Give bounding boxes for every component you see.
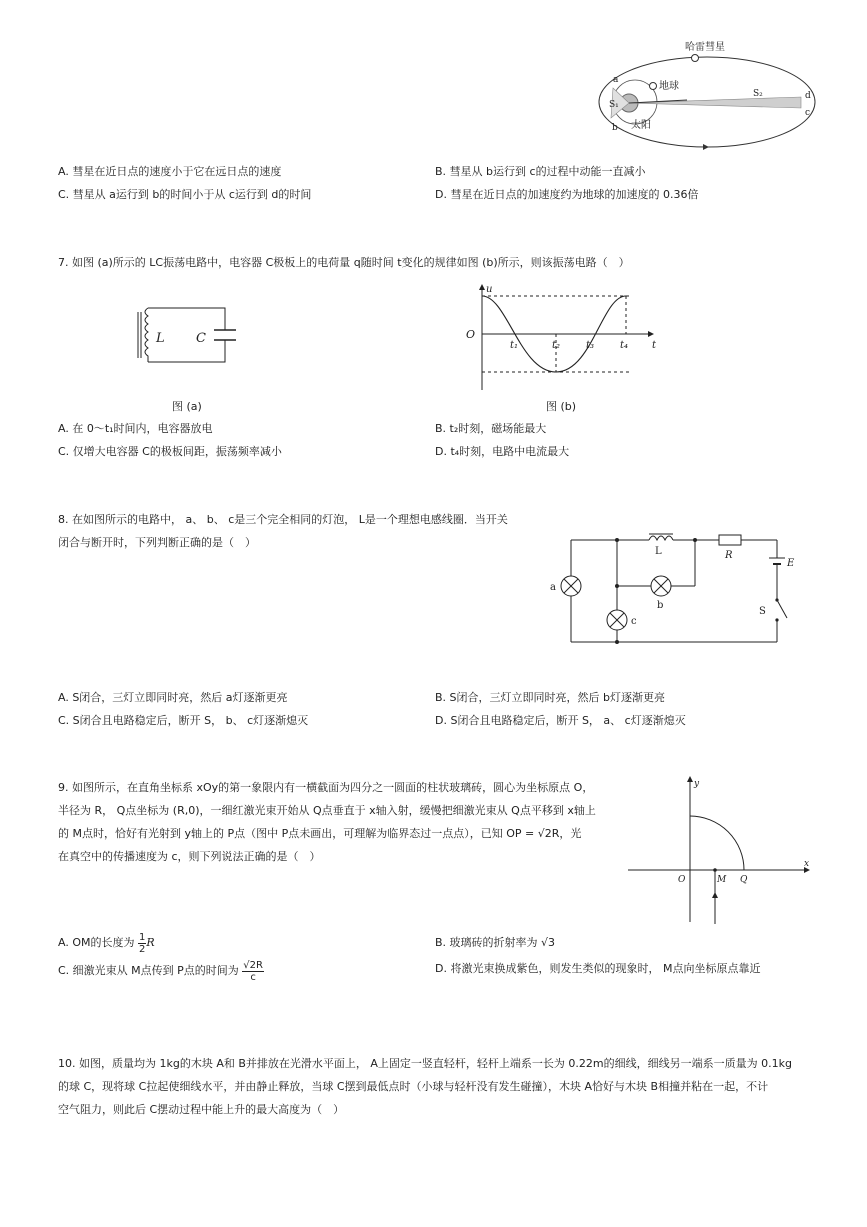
inductor-l-label: L — [156, 331, 165, 346]
q6-option-a[interactable]: A. 彗星在近日点的速度小于它在远日点的速度 — [58, 165, 282, 178]
q8-option-b[interactable]: B. S闭合，三灯立即同时亮，然后 b灯逐渐更亮 — [435, 691, 665, 704]
q8-stem-line1: 8. 在如图所示的电路中， a、 b、 c是三个完全相同的灯泡， L是一个理想电感线圈．当开关 — [58, 513, 508, 526]
q9-option-a[interactable] — [58, 930, 155, 958]
lamp-c-label: c — [631, 616, 637, 627]
origin-o-label: O — [678, 875, 686, 885]
battery-label: E — [787, 558, 795, 569]
graph-t2-label: t₂ — [552, 340, 561, 351]
q9-option-c-text: C. 细激光束从 M点传到 P点的时间为 — [58, 964, 239, 977]
sun-label: 太阳 — [631, 120, 651, 131]
s2-label: S₂ — [753, 89, 763, 99]
q9-stem-line1: 9. 如图所示，在直角坐标系 xOy的第一象限内有一横截面为四分之一圆面的柱状玻璃砖，圆心为坐标原点 O， — [58, 781, 594, 794]
q7-option-b[interactable]: B. t₂时刻，磁场能最大 — [435, 422, 547, 435]
q9-option-a-text: A. OM的长度为 — [58, 936, 135, 949]
s1-label: S₁ — [609, 100, 619, 110]
switch-label: S — [759, 606, 766, 617]
graph-origin-label: O — [466, 328, 476, 341]
q8-circuit-diagram — [545, 528, 805, 648]
q7-option-c[interactable]: C. 仅增大电容器 C的极板间距，振荡频率减小 — [58, 445, 282, 458]
q9-stem-line4: 在真空中的传播速度为 c，则下列说法正确的是（ ） — [58, 850, 321, 863]
q9-stem-line3: 的 M点时，恰好有光射到 y轴上的 P点（图中 P点未画出，可理解为临界态过一点点），已知 OP = √2R，光 — [58, 827, 582, 840]
q10-line2: 的球 C，现将球 C拉起使细线水平，并由静止释放，当球 C摆到最低点时（小球与轻杆没有发生碰撞），木块 A恰好与木块 B相撞并粘在一起，不计 — [58, 1080, 769, 1093]
q8-option-d[interactable]: D. S闭合且电路稳定后，断开 S， a、 c灯逐渐熄灭 — [435, 714, 686, 727]
q7-caption-b: 图 (b) — [546, 400, 577, 413]
point-m-label: M — [717, 875, 727, 885]
point-q-label: Q — [740, 875, 748, 885]
q7-option-a[interactable]: A. 在 0～t₁时间内，电容器放电 — [58, 422, 213, 435]
q9-option-c-numerator: √2R — [243, 959, 263, 971]
graph-t1-label: t₁ — [510, 340, 519, 351]
q9-option-d[interactable]: D. 将激光束换成紫色，则发生类似的现象时， M点向坐标原点靠近 — [435, 962, 761, 975]
q7-caption-a: 图 (a) — [172, 400, 202, 413]
point-d-label: d — [805, 91, 811, 101]
q9-option-b[interactable]: B. 玻璃砖的折射率为 √3 — [435, 936, 556, 949]
comet-orbit-diagram — [595, 40, 825, 155]
graph-t4-label: t₄ — [620, 340, 629, 351]
graph-y-label: u — [486, 284, 493, 295]
q9-option-c[interactable] — [58, 958, 264, 988]
x-axis-label: x — [804, 859, 810, 869]
q9-option-a-numerator: 1 — [138, 931, 146, 943]
q9-option-c-fraction — [242, 960, 264, 983]
point-b-label: b — [612, 123, 618, 133]
inductor-label: L — [655, 546, 662, 557]
lc-circuit-diagram — [130, 300, 240, 370]
q9-coordinate-diagram — [620, 772, 815, 927]
q9-option-a-r: R — [146, 936, 155, 949]
q9-stem-line2: 半径为 R， Q点坐标为 (R,0)，一细红激光束开始从 Q点垂直于 x轴入射，缓慢把细激光束从 Q点平移到 x轴上 — [58, 804, 596, 817]
lamp-a-label: a — [550, 582, 556, 593]
q9-option-c-denominator: c — [250, 971, 256, 983]
graph-x-label: t — [652, 340, 657, 351]
q-t-graph — [462, 282, 662, 394]
earth-label: 地球 — [659, 81, 679, 92]
q6-option-d[interactable]: D. 彗星在近日点的加速度约为地球的加速度的 0.36倍 — [435, 188, 699, 201]
comet-label: 哈雷彗星 — [685, 42, 725, 53]
q10-line3: 空气阻力，则此后 C摆动过程中能上升的最大高度为（ ） — [58, 1103, 345, 1116]
q9-option-a-denominator: 2 — [138, 943, 146, 955]
y-axis-label: y — [694, 779, 700, 789]
q7-option-d[interactable]: D. t₄时刻，电路中电流最大 — [435, 445, 570, 458]
q8-option-c[interactable]: C. S闭合且电路稳定后，断开 S， b、 c灯逐渐熄灭 — [58, 714, 309, 727]
graph-t3-label: t₃ — [586, 340, 595, 351]
q8-option-a[interactable]: A. S闭合，三灯立即同时亮，然后 a灯逐渐更亮 — [58, 691, 288, 704]
capacitor-c-label: C — [196, 331, 206, 346]
q10-line1: 10. 如图，质量均为 1kg的木块 A和 B并排放在光滑水平面上， A上固定一竖直轻杆，轻杆上端系一长为 0.22m的细线，细线另一端系一质量为 0.1kg — [58, 1057, 792, 1070]
point-a-label: a — [613, 75, 619, 85]
q6-option-c[interactable]: C. 彗星从 a运行到 b的时间小于从 c运行到 d的时间 — [58, 188, 312, 201]
q8-stem-line2: 闭合与断开时，下列判断正确的是（ ） — [58, 536, 256, 549]
q7-stem: 7. 如图 (a)所示的 LC振荡电路中，电容器 C极板上的电荷量 q随时间 t变化的规律如图 (b)所示，则该振荡电路（ ） — [58, 256, 630, 269]
q6-option-b[interactable]: B. 彗星从 b运行到 c的过程中动能一直减小 — [435, 165, 646, 178]
resistor-label: R — [725, 550, 733, 561]
lamp-b-label: b — [657, 600, 664, 611]
point-c-label: c — [805, 108, 811, 118]
